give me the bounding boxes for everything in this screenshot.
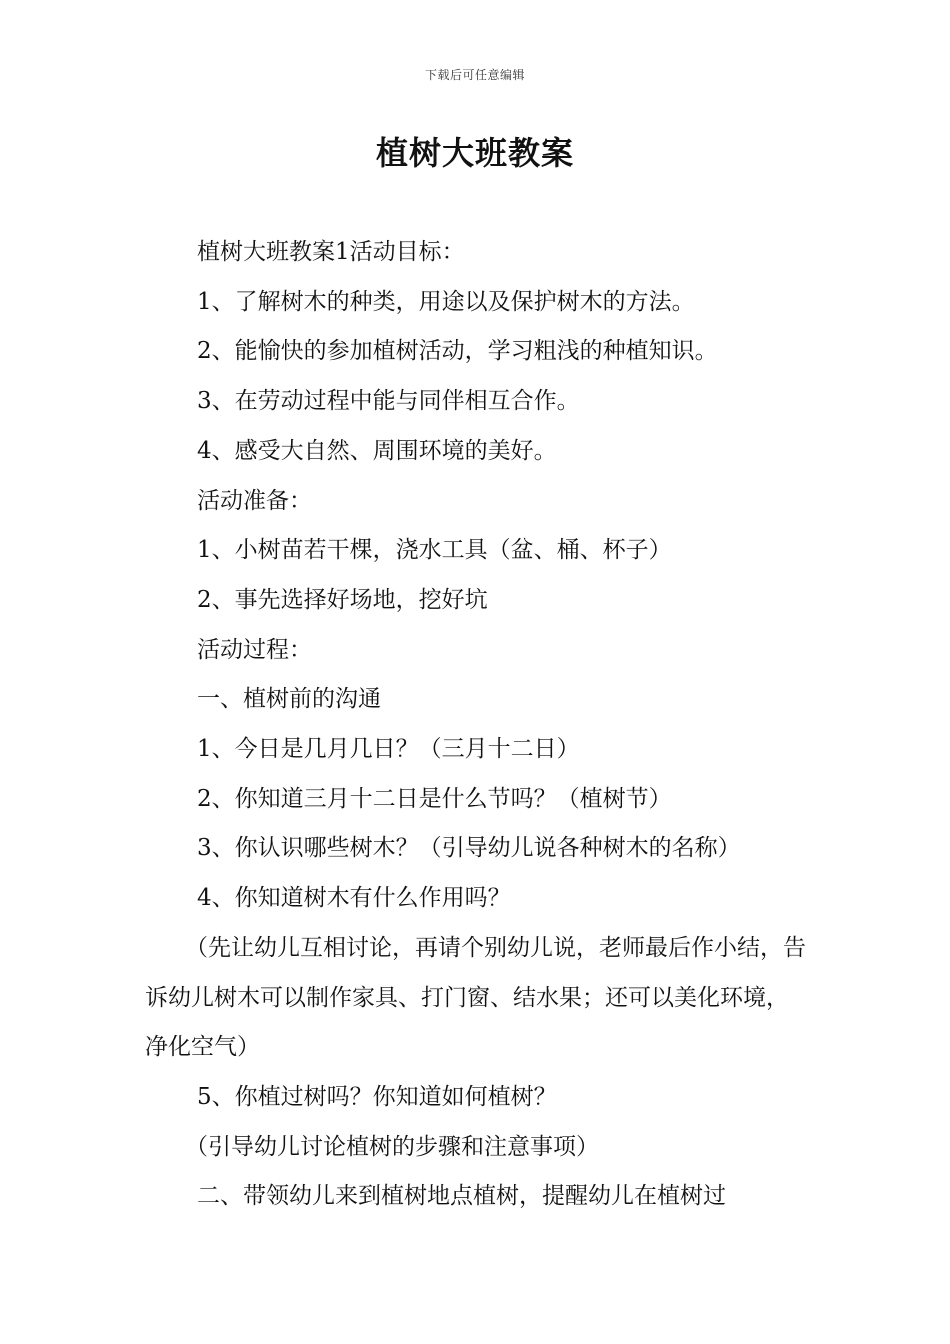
paragraph-steps-note: （引导幼儿讨论植树的步骤和注意事项） bbox=[185, 1133, 599, 1160]
paragraph-discussion-note: （先让幼儿互相讨论，再请个别幼儿说，老师最后作小结，告诉幼儿树木可以制作家具、打门窗、结水果；还可以美化环境，净化空气） bbox=[145, 934, 806, 1061]
paragraph-question-5: 5、你植过树吗？你知道如何植树？ bbox=[197, 1083, 557, 1110]
paragraph-question-4: 4、你知道树木有什么作用吗？ bbox=[197, 885, 511, 912]
paragraph-objective-4: 4、感受大自然、周围环境的美好。 bbox=[197, 437, 557, 464]
paragraph-section-two: 二、带领幼儿来到植树地点植树，提醒幼儿在植树过 bbox=[197, 1183, 726, 1210]
paragraph-objective-3: 3、在劳动过程中能与同伴相互合作。 bbox=[197, 388, 580, 415]
paragraph-objective-2: 2、能愉快的参加植树活动，学习粗浅的种植知识。 bbox=[197, 338, 718, 365]
document-title: 植树大班教案 bbox=[375, 134, 574, 172]
paragraph-preparation-1: 1、小树苗若干棵，浇水工具（盆、桶、杯子） bbox=[197, 537, 672, 564]
paragraph-objective-1: 1、了解树木的种类，用途以及保护树木的方法。 bbox=[197, 288, 695, 315]
paragraph-process-heading: 活动过程： bbox=[197, 636, 312, 663]
paragraph-objectives-heading: 植树大班教案1活动目标： bbox=[197, 239, 465, 265]
paragraph-preparation-heading: 活动准备： bbox=[197, 487, 312, 514]
document-body bbox=[145, 228, 810, 1222]
paragraph-section-one: 一、植树前的沟通 bbox=[197, 686, 381, 713]
header-note: 下载后可任意编辑 bbox=[424, 68, 525, 82]
paragraph-preparation-2: 2、事先选择好场地，挖好坑 bbox=[197, 586, 488, 613]
paragraph-question-1: 1、今日是几月几日？（三月十二日） bbox=[197, 736, 580, 763]
paragraph-question-3: 3、你认识哪些树木？（引导幼儿说各种树木的名称） bbox=[197, 835, 741, 862]
paragraph-question-2: 2、你知道三月十二日是什么节吗？（植树节） bbox=[197, 785, 672, 812]
